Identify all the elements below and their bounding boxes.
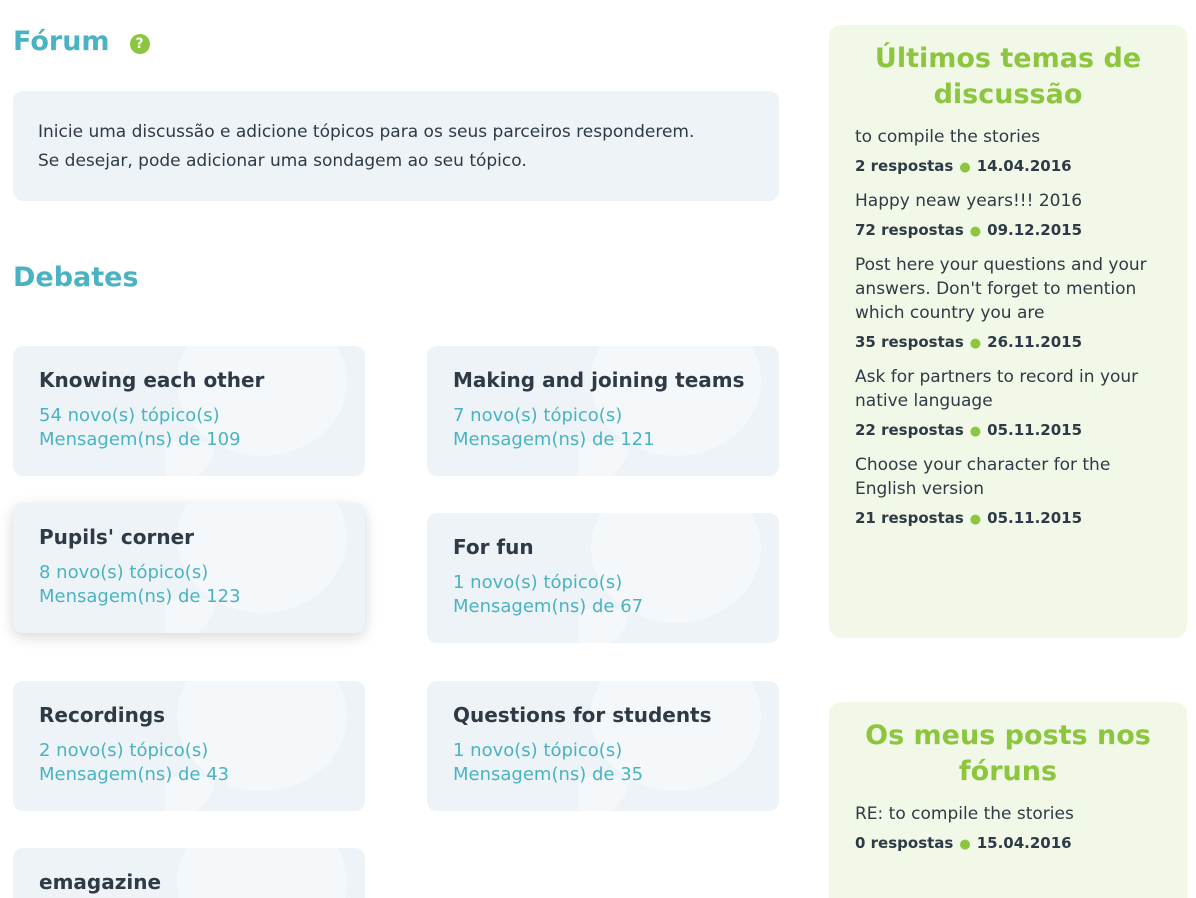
messages-count: Mensagem(ns) de 43 bbox=[39, 764, 230, 785]
messages-count: Mensagem(ns) de 109 bbox=[39, 429, 241, 450]
forum-title: Fórum bbox=[13, 26, 110, 57]
latest-discussions-panel bbox=[829, 25, 1187, 638]
messages-count: Mensagem(ns) de 121 bbox=[453, 429, 655, 450]
debate-card-title: Recordings bbox=[39, 703, 166, 727]
bullet-dot-icon: ● bbox=[969, 224, 982, 239]
debate-card-title: Knowing each other bbox=[39, 368, 265, 392]
debate-card-for-fun[interactable] bbox=[427, 513, 779, 643]
thread-item[interactable] bbox=[855, 365, 1161, 443]
debate-card-emagazine[interactable] bbox=[13, 848, 365, 898]
new-topics-count: 7 novo(s) tópico(s) bbox=[453, 405, 623, 426]
replies-count: 22 respostas bbox=[855, 421, 964, 439]
thread-title[interactable]: Choose your character for the English version bbox=[855, 455, 1111, 499]
bullet-dot-icon: ● bbox=[969, 424, 982, 439]
thread-date: 15.04.2016 bbox=[976, 834, 1072, 852]
thread-date: 09.12.2015 bbox=[987, 221, 1083, 239]
question-icon[interactable]: ? bbox=[130, 34, 150, 54]
replies-count: 21 respostas bbox=[855, 509, 964, 527]
thread-meta bbox=[855, 832, 1161, 856]
thread-meta bbox=[855, 331, 1161, 355]
messages-count: Mensagem(ns) de 35 bbox=[453, 764, 644, 785]
thread-item[interactable] bbox=[855, 125, 1161, 179]
thread-item[interactable] bbox=[855, 453, 1161, 531]
debate-card-title: Making and joining teams bbox=[453, 368, 745, 392]
thread-date: 05.11.2015 bbox=[987, 421, 1083, 439]
intro-text-line-2: Se desejar, pode adicionar uma sondagem ao seu tópico. bbox=[38, 151, 527, 171]
debates-title: Debates bbox=[13, 262, 139, 293]
bullet-dot-icon: ● bbox=[959, 837, 971, 852]
messages-count: Mensagem(ns) de 123 bbox=[39, 586, 241, 607]
new-topics-count: 8 novo(s) tópico(s) bbox=[39, 562, 209, 583]
thread-title[interactable]: Happy neaw years!!! 2016 bbox=[855, 191, 1083, 211]
bullet-dot-icon: ● bbox=[969, 336, 982, 351]
thread-meta bbox=[855, 155, 1161, 179]
thread-date: 14.04.2016 bbox=[976, 157, 1072, 175]
thread-meta bbox=[855, 507, 1161, 531]
replies-count: 35 respostas bbox=[855, 333, 964, 351]
replies-count: 72 respostas bbox=[855, 221, 964, 239]
thread-item[interactable] bbox=[855, 802, 1161, 856]
thread-meta bbox=[855, 419, 1161, 443]
my-posts-title: Os meus posts nos fóruns bbox=[865, 720, 1151, 787]
thread-title[interactable]: to compile the stories bbox=[855, 127, 1041, 147]
debate-card-title: Questions for students bbox=[453, 703, 712, 727]
debate-card-recordings[interactable] bbox=[13, 681, 365, 811]
debate-card-pupils-corner[interactable] bbox=[13, 503, 365, 633]
bullet-dot-icon: ● bbox=[959, 160, 971, 175]
thread-date: 05.11.2015 bbox=[987, 509, 1083, 527]
thread-item[interactable] bbox=[855, 189, 1161, 243]
debate-card-knowing-each-other[interactable] bbox=[13, 346, 365, 476]
debate-card-title: For fun bbox=[453, 535, 534, 559]
thread-title[interactable]: Post here your questions and your answers. Don't forget to mention which country you are bbox=[855, 255, 1147, 323]
my-posts-panel bbox=[829, 702, 1187, 898]
debate-card-making-and-joining-teams[interactable] bbox=[427, 346, 779, 476]
intro-text-line-1: Inicie uma discussão e adicione tópicos para os seus parceiros responderem. bbox=[38, 122, 695, 142]
debate-card-questions-for-students[interactable] bbox=[427, 681, 779, 811]
thread-meta bbox=[855, 219, 1161, 243]
thread-date: 26.11.2015 bbox=[987, 333, 1083, 351]
thread-title[interactable]: Ask for partners to record in your native language bbox=[855, 367, 1139, 411]
new-topics-count: 54 novo(s) tópico(s) bbox=[39, 405, 220, 426]
debate-card-title: emagazine bbox=[39, 870, 162, 894]
messages-count: Mensagem(ns) de 67 bbox=[453, 596, 644, 617]
intro-box bbox=[13, 91, 779, 201]
new-topics-count: 2 novo(s) tópico(s) bbox=[39, 740, 209, 761]
new-topics-count: 1 novo(s) tópico(s) bbox=[453, 572, 623, 593]
debate-card-title: Pupils' corner bbox=[39, 525, 195, 549]
replies-count: 2 respostas bbox=[855, 157, 954, 175]
bullet-dot-icon: ● bbox=[969, 512, 982, 527]
replies-count: 0 respostas bbox=[855, 834, 954, 852]
thread-item[interactable] bbox=[855, 253, 1161, 355]
page-title bbox=[13, 26, 150, 57]
latest-discussions-title: Últimos temas de discussão bbox=[874, 43, 1142, 110]
new-topics-count: 1 novo(s) tópico(s) bbox=[453, 740, 623, 761]
thread-title[interactable]: RE: to compile the stories bbox=[855, 804, 1074, 824]
